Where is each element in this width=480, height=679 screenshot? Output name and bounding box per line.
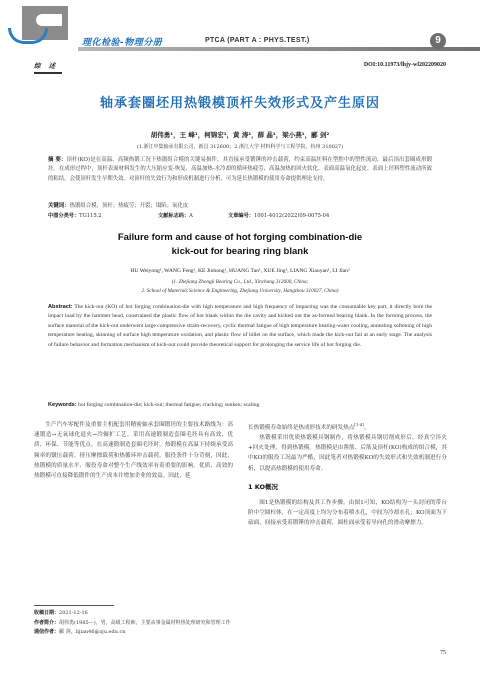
authors-cn: 胡伟勇¹，王 峰¹，柯锦宏¹，黄 涛¹，薛 晶¹，梁小燕¹，郦 剑² <box>150 131 330 139</box>
body-right-paragraph-2: 热锻模采用优质热锻模具钢制作，将热锻模具钢切削成形后，经真空淬火+回火处理，得到热锻模。热锻模是由凿筋、后筋及顶杆(KO)构成的组合模，其中KO的服役工况最为严酷，因此笔者对热锻模KO的失效形式和失效机制进行分析，以提高热锻模的使用寿命。 <box>248 435 447 472</box>
affiliation-en <box>0 278 480 296</box>
issue-label: 2022年 第58卷 <box>355 39 416 48</box>
keywords-en-label: Keywords: <box>48 402 77 408</box>
title-en-line2: kick-out for bearing ring blank <box>171 246 309 257</box>
clc-value: TG115.2 <box>79 213 102 219</box>
article-no-label: 文章编号： <box>228 213 254 219</box>
body-column-right <box>248 420 447 529</box>
classification-cn <box>48 212 432 219</box>
keywords-en-text: hot forging combination-die; kick-out; thermal fatigue; cracking; sunken; scaling <box>78 402 260 408</box>
article-no-value: 1001-4012(2022)09-0075-04 <box>253 213 330 219</box>
journal-name-en: PTCA (PART A : PHYS.TEST.) <box>205 37 310 44</box>
authors-en: HU Weiyong¹, WANG Feng¹, KE Jinhong¹, HUANG Tao¹, XUE Jing¹, LIANG Xiaoyan¹, LI Jian² <box>130 268 350 274</box>
abstract-cn-label: 摘 要： <box>48 157 67 163</box>
column-tag-underline <box>34 72 62 74</box>
title-en <box>0 231 480 259</box>
abstract-en-label: Abstract: <box>48 304 73 310</box>
issue-number-badge: 9 <box>430 33 446 49</box>
section-heading-1: 1 KO概况 <box>248 482 279 491</box>
footnote-corresponding: 通信作者：郦 剑，lijian46@zju.edu.cn <box>34 629 126 635</box>
keywords-cn <box>48 201 432 209</box>
body-right-continuation: 长热锻模寿命始终是热成形技术的研发热点[1-4]。 <box>248 422 370 431</box>
abstract-cn-text: 顶杆(KO)是在高温、高频热锻工况下热锻组合模的关键易损件，其直接承受锻锤的冲击载荷，约束高温坯料在型腔中的塑性流动，最后顶出套圈成形锻坯。在成形过程中，顶杆表面材料发生的大压缩应变-恢复、高温加热-水冷却的循环热疲劳、高温加热的回火软化、表面高温氧化起皮、表面上坯料塑性流动所致的粘结，会使顶杆发生早期失效。对顶杆的失效行为和形成机制进行分析，可为延长热锻模的使用寿命提供理论支持。 <box>48 157 432 182</box>
body-right-paragraph-3: 图1是热锻模的结构及其工作步骤。由图1可知，KO结构为一头封闭的带台阶中空圆柱体，在一定高度上均匀分布着喷水孔，中间为冷却水孔；KO顶面为下砧面，间接承受着锻锤的冲击载荷，圆柱面承受着导向孔的滑动摩擦力。 <box>248 500 447 527</box>
footnotes <box>34 609 233 638</box>
journal-name-cn: 理化检验-物理分册 <box>82 38 163 48</box>
affiliation-en-2: 2. School of Materials Science & Engineering, Zhejiang University, Hangzhou 310027, China) <box>141 288 339 294</box>
doc-code-value: A <box>189 213 193 219</box>
title-en-line1: Failure form and cause of hot forging combination-die <box>117 232 363 243</box>
abstract-en-text: The kick-out (KO) of hot forging combination-die with high temperature and high frequency of impacting was the consumable key part, it directly bore the impact load by the hammer head, constrained the plastic flow of hot blank within the die cavity and kicked out the as-formed bearing blank. In the forming process, the surface material of the kick-out underwent large compressive strain-recovery, cyclic thermal fatigue of high temperature heating-water cooling, annealing softening of high temperature heating, skinning of surface high temperature oxidation, and plastic flow of billet on the surface, which made the kick-out fail at an early stage. The analysis of failure behavior and formation mechanism of kick-out could provide theoretical support for prolonging the service life of hot forging die. <box>48 304 432 348</box>
doi[interactable]: DOI:10.11973/lhjy-wl202209020 <box>363 62 446 68</box>
page-number: 75 <box>440 650 446 656</box>
abstract-en <box>48 303 432 350</box>
body-column-left: 生产汽车零配件及重要主机配套用精密轴承套圈锻坯的主要技术路线为：高速锻造→无氧球化退火→冷辗扩工艺。采用高速锻制造套圈毛坯具有高效、优质、环保、节能等优点。在高速锻制造套圈毛坯时，热锻模在高温下持续承受高频率的镦压载荷、挤压摩擦载荷和热循环冲击载荷，服役条件十分苛刻，因此，热锻模的质量水平、服役寿命对整个生产线效率有着重要的影响。优质、高效的热锻模可直接降低锻件的生产成本并增加企业的效益。因此，延 <box>34 422 233 480</box>
journal-header <box>0 0 480 56</box>
journal-logo <box>0 2 78 46</box>
footnote-bio: 作者简介：胡伟勇(1985—)，男，高级工程师，主要从事金属材料热处理研究和管理工作 <box>34 619 231 626</box>
footnote-rule <box>34 605 114 606</box>
footnote-received: 收稿日期：2021-12-16 <box>34 610 88 616</box>
title-cn: 轴承套圈坯用热锻模顶杆失效形式及产生原因 <box>99 96 380 111</box>
doc-code-label: 文献标志码： <box>158 213 190 219</box>
abstract-cn <box>48 156 432 184</box>
keywords-cn-label: 关键词： <box>48 203 70 209</box>
keywords-en <box>48 402 432 408</box>
affiliation-cn: (1.浙江中集轴承有限公司，新昌 312600；2.浙江大学 材料科学与工程学院，杭州 310027) <box>136 144 344 150</box>
column-tag: 综 述 <box>34 62 59 70</box>
keywords-cn-text: 热锻组合模；顶杆；热疲劳；开裂；塌陷；氧化皮 <box>69 203 189 209</box>
affiliation-en-1: (1. Zhejiang Zhongji Bearing Co., Ltd., Xinchang 312600, China; <box>171 279 309 285</box>
clc-label: 中图分类号： <box>48 213 80 219</box>
citation-ref[interactable]: [1-4] <box>354 422 364 427</box>
